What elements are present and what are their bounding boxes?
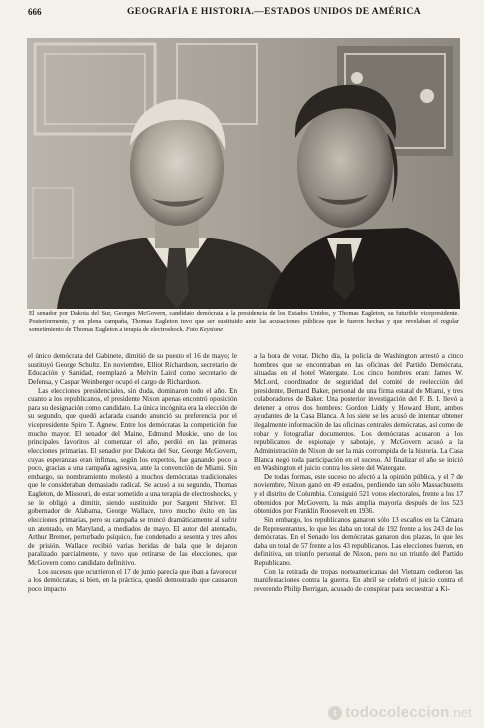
paragraph: el único demócrata del Gabinete, dimitió de su puesto el 16 de mayo; le sustituyó George Schultz. En noviembre, Elliot Richardson, secretario de Educación y Sanidad, reemplazó a Melvin Laird como secretario de Defensa, y Caspar Weinberger ocupó el cargo de Richardson. xyxy=(28,352,237,386)
paragraph: Los sucesos que ocurrieron el 17 de junio parecía que iban a favorecer a los demócratas, si bien, en la práctica, quedó demostrado que causaron poco impacto xyxy=(28,567,237,593)
watermark-logo-icon: t xyxy=(328,706,342,720)
paragraph: Las elecciones presidenciales, sin duda, dominaron todo el año. En cuanto a los republicanos, el presidente Nixon apenas encontró oposición para su designación como candidato. La única incógnita era la elección de su segundo, que quedó aclarada cuando anunció su preferencia por el vicepresidente Spiro T. Agnew. Entre los demócratas la competición fue mucho mayor. El senador del Maine, Edmund Muskie, uno de los principales favoritos al comenzar el año, perdió en las primeras elecciones primarias. El senador por Dakota del Sur, George McGovern, cuyas esperanzas eran ínfimas, según los expertos, fue ganando poco a poco, gracias a una campaña agresiva, ante la convención de Miami. Sin embargo, su nombramiento molestó a muchos demócratas tradicionales que le consideraban demasiado radical. Se acusó a su segundo, Thomas Eagleton, de Missouri, de estar sometido a una terapia de electroshocks, y se le obligó a dimitir, siendo sustituido por Sargent Shriver. El gobernador de Alabama, George Wallace, tuvo mucho éxito en las elecciones primarias, pero su campaña se truncó dramáticamente al sufrir un atentado, en Maryland, a mediados de mayo. El autor del atentado, Arthur Bremer, perturbado psíquico, fue condenado a sesenta y tres años de prisión. Wallace recibió varias heridas de bala que le dejaron paralizado parcialmente, y tuvo que retirarse de las elecciones, que McGovern como candidato definitivo. xyxy=(28,386,237,567)
paragraph: Sin embargo, los republicanos ganaron sólo 13 escaños en la Cámara de Representantes, lo que les daba un total de 192 frente a los 243 de los demócratas. En el Senado los demócratas ganaron dos plazas, lo que les daba un total de 57 frente a los 43 republicanos. Las elecciones fueron, en definitiva, un triunfo personal de Nixon, pero no un triunfo del Partido Republicano. xyxy=(254,515,463,567)
paragraph: De todas formas, este suceso no afectó a la opinión pública, y el 7 de noviembre, Nixon ganó en 49 estados, perdiendo tan sólo Massachusetts y el distrito de Columbia. Consiguió 521 votos electorales, frente a los 17 obtenidos por McGovern, la más amplia mayoría después de los 523 obtenidos por Franklin Roosevelt en 1936. xyxy=(254,472,463,516)
body-column-left xyxy=(28,352,237,706)
caption-credit: Foto Keystone xyxy=(185,326,224,334)
watermark-domain: .net xyxy=(449,705,472,720)
caption-text: El senador por Dakota del Sur, Georges McGovern, candidato demócrata a la presidencia de los Estados Unidos, y Thomas Eagleton, su futurible vicepresidente. Posteriormente, y en plena campaña, Thomas Eagleton tuvo que ser sustituido ante las acusaciones públicas que le fueron hechas y que revelaban el regular sometimiento de Thomas Eagleton a terapia de electroshock. xyxy=(29,310,459,334)
watermark-brand: todocoleccion xyxy=(345,704,450,721)
running-head: GEOGRAFÍA E HISTORIA.—ESTADOS UNIDOS DE AMÉRICA xyxy=(126,7,421,17)
body-column-right xyxy=(254,352,463,706)
watermark xyxy=(328,704,472,721)
photo xyxy=(27,38,460,309)
photo-image xyxy=(27,38,460,309)
photo-caption xyxy=(29,310,459,335)
paragraph: Con la retirada de tropas norteamericanas del Vietnam cedieron las manifestaciones contra la guerra. En abril se celebró el juicio contra el reverendo Philip Berrigan, acusado de conspirar para secuestrar a Ki- xyxy=(254,567,463,593)
paragraph: a la hora de votar. Dicho día, la policía de Washington arrestó a cinco hombres que se encontraban en las oficinas del Partido Demócrata, situadas en el hotel Watergate. Los cinco hombres eran: James W. McLord, coordinador de seguridad del comité de reelección del presidente, Bernard Baker, personal de una firma estatal de Miami, y tres colaboradores de Baker. Una posterior investigación del F. B. I. llevó a detener a otros dos hombres: Gordon Liddy y Howard Hunt, ambos ayudantes de la Casa Blanca. A los siete se les acusó de intentar obtener ilegalmente información de las oficinas centrales demócratas, así como de robar y fotografiar documentos. Los demócratas acusaron a los republicanos de espionaje y sabotaje, y McGovern acusó a la Administración de Nixon de ser la más corrompida de la historia. La Casa Blanca negó toda participación en el suceso. Al finalizar el año se inició en Washington el juicio contra los siete del Watergate. xyxy=(254,352,463,473)
page-number: 666 xyxy=(28,7,42,17)
